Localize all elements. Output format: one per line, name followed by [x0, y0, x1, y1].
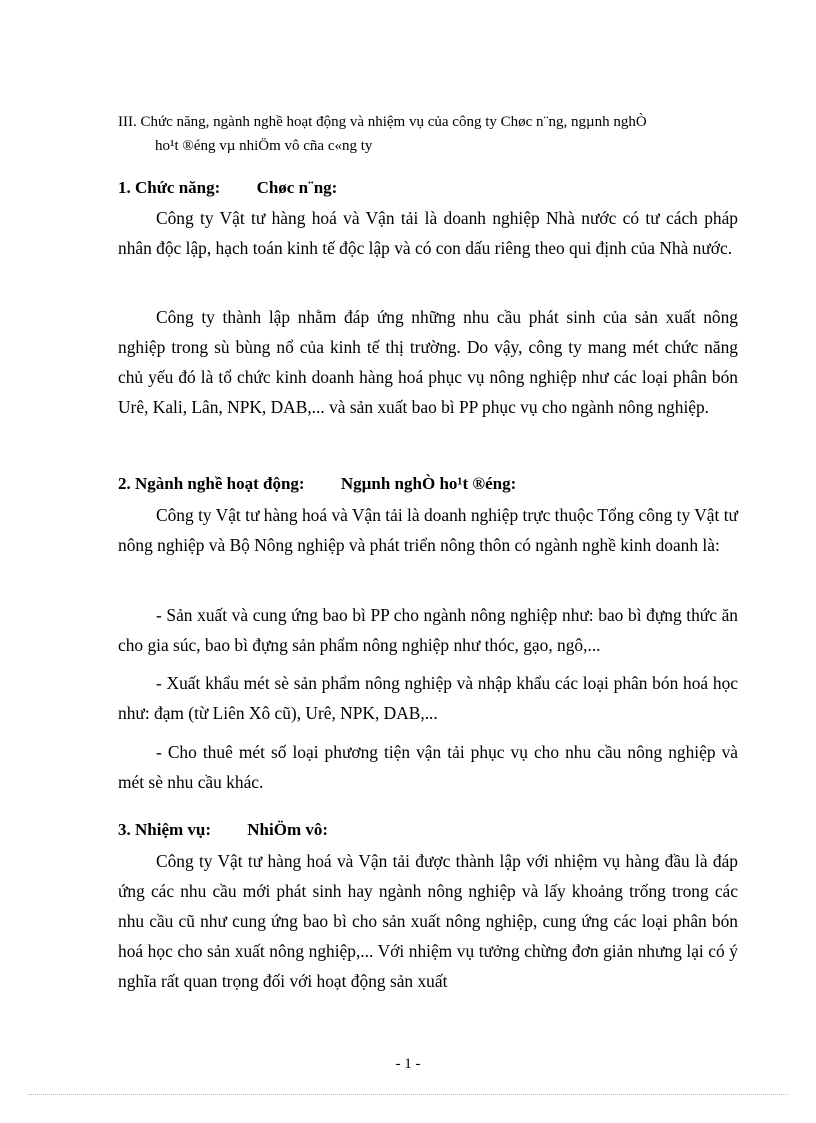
- paragraph: Công ty Vật tư hàng hoá và Vận tải là doanh nghiệp trực thuộc Tổng công ty Vật tư nông nghiệp và Bộ Nông nghiệp và phát triển nông thôn có ngành nghề kinh doanh là:: [118, 505, 738, 555]
- section-title-garbled: Chøc n¨ng:: [256, 178, 338, 197]
- section-heading-chuc-nang: [118, 176, 337, 200]
- chapter-heading: [118, 110, 718, 158]
- chapter-heading-line2: ho¹t ®éng vµ nhiÖm vô cña c«ng ty: [155, 138, 373, 154]
- page-number: - 1 -: [395, 1056, 421, 1072]
- paragraph: Công ty thành lập nhằm đáp ứng những nhu cầu phát sinh của sản xuất nông nghiệp trong sù bùng nổ của kinh tế thị trường. Do vậy, công ty mang mét chức năng chủ yếu đó là tổ chức kinh doanh hàng hoá phục vụ nông nghiệp như các loại phân bón Urê, Kali, Lân, NPK, DAB,... và sản xuất bao bì PP phục vụ cho ngành nông nghiệp.: [118, 307, 738, 417]
- paragraph: Công ty Vật tư hàng hoá và Vận tải được thành lập với nhiệm vụ hàng đầu là đáp ứng các nhu cầu mới phát sinh hay ngành nông nghiệp và lấy khoảng trống trong các nhu cầu cũ như cung ứng bao bì cho sản xuất nông nghiệp, cung ứng các loại phân bón hoá học cho sản xuất nông nghiệp,... Với nhiệm vụ tưởng chừng đơn giản nhưng lại có ý nghĩa rất quan trọng đối với hoạt động sản xuất: [118, 851, 738, 991]
- page-bottom-divider: [28, 1094, 788, 1095]
- paragraph: - Sản xuất và cung ứng bao bì PP cho ngành nông nghiệp như: bao bì đựng thức ăn cho gia súc, bao bì đựng sản phẩm nông nghiệp như thóc, gạo, ngô,...: [118, 605, 738, 655]
- paragraph: Công ty Vật tư hàng hoá và Vận tải là doanh nghiệp Nhà nước có tư cách pháp nhân độc lập, hạch toán kinh tế độc lập và có con dấu riêng theo qui định của Nhà nước.: [118, 208, 738, 258]
- section-title-garbled: NhiÖm vô:: [247, 820, 329, 839]
- section-title: 1. Chức năng:: [118, 178, 221, 197]
- chapter-heading-line1: III. Chức năng, ngành nghề hoạt động và nhiệm vụ của công ty Chøc n¨ng, ngµnh nghÒ: [118, 114, 647, 130]
- section-title: 2. Ngành nghề hoạt động:: [118, 474, 305, 493]
- section-heading-nganh-nghe: [118, 472, 516, 496]
- section-title: 3. Nhiệm vụ:: [118, 820, 212, 839]
- section-title-garbled: Ngµnh nghÒ ho¹t ®éng:: [340, 474, 517, 493]
- section-heading-nhiem-vu: [118, 818, 328, 842]
- paragraph: - Xuất khẩu mét sè sản phẩm nông nghiệp và nhập khẩu các loại phân bón hoá học như: đạm (từ Liên Xô cũ), Urê, NPK, DAB,...: [118, 673, 738, 723]
- paragraph: - Cho thuê mét số loại phương tiện vận tải phục vụ cho nhu cầu nông nghiệp và mét sè nhu cầu khác.: [118, 742, 738, 792]
